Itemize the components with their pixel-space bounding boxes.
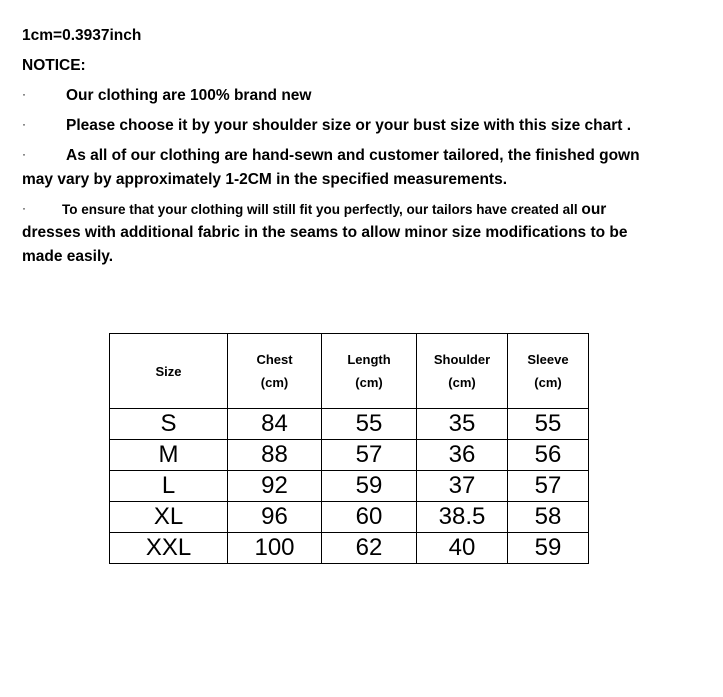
cell-size: M (110, 440, 228, 471)
notice-item-fit (62, 201, 606, 219)
cell-length: 60 (322, 502, 417, 533)
bullet-icon: · (22, 117, 26, 131)
header-unit: (cm) (534, 375, 562, 390)
cell-sleeve: 59 (508, 533, 589, 564)
header-unit: (cm) (355, 375, 383, 390)
cell-length: 55 (322, 409, 417, 440)
cell-chest: 92 (228, 471, 322, 502)
table-row (110, 409, 589, 440)
cell-shoulder: 37 (417, 471, 508, 502)
cell-size: L (110, 471, 228, 502)
notice-item-choose-size: Please choose it by your shoulder size or your bust size with this size chart . (66, 117, 632, 134)
cell-length: 59 (322, 471, 417, 502)
bullet-icon: · (22, 201, 26, 215)
table-row (110, 440, 589, 471)
notice-item-fit-text-large: our (581, 201, 607, 218)
notice-item-fit-text: To ensure that your clothing will still fit you perfectly, our tailors have created all (62, 202, 582, 217)
header-unit: (cm) (448, 375, 476, 390)
notice-item-new: Our clothing are 100% brand new (66, 87, 312, 104)
cell-chest: 96 (228, 502, 322, 533)
cell-sleeve: 58 (508, 502, 589, 533)
header-chest: Chest (cm) (228, 334, 322, 409)
table-row (110, 533, 589, 564)
cell-length: 62 (322, 533, 417, 564)
cell-shoulder: 35 (417, 409, 508, 440)
notice-item-handsewn-cont: may vary by approximately 1-2CM in the specified measurements. (22, 171, 507, 188)
bullet-icon: · (22, 87, 26, 101)
cell-sleeve: 55 (508, 409, 589, 440)
cell-size: S (110, 409, 228, 440)
cell-chest: 88 (228, 440, 322, 471)
cell-sleeve: 57 (508, 471, 589, 502)
table-row (110, 471, 589, 502)
cell-shoulder: 38.5 (417, 502, 508, 533)
bullet-icon: · (22, 147, 26, 161)
size-chart-table (109, 333, 589, 564)
header-size: Size (110, 334, 228, 409)
header-length: Length (cm) (322, 334, 417, 409)
cell-shoulder: 40 (417, 533, 508, 564)
cell-length: 57 (322, 440, 417, 471)
cell-size: XL (110, 502, 228, 533)
cell-sleeve: 56 (508, 440, 589, 471)
cell-chest: 84 (228, 409, 322, 440)
notice-item-handsewn: As all of our clothing are hand-sewn and customer tailored, the finished gown (66, 147, 640, 164)
notice-item-fit-cont: dresses with additional fabric in the seams to allow minor size modifications to be (22, 224, 628, 241)
notice-item-fit-cont2: made easily. (22, 248, 114, 265)
cell-chest: 100 (228, 533, 322, 564)
table-row (110, 502, 589, 533)
header-sleeve: Sleeve (cm) (508, 334, 589, 409)
cell-shoulder: 36 (417, 440, 508, 471)
unit-conversion: 1cm=0.3937inch (22, 27, 142, 44)
header-shoulder: Shoulder (cm) (417, 334, 508, 409)
header-unit: (cm) (260, 375, 289, 390)
cell-size: XXL (110, 533, 228, 564)
notice-heading: NOTICE: (22, 57, 86, 74)
table-header-row (110, 334, 589, 409)
